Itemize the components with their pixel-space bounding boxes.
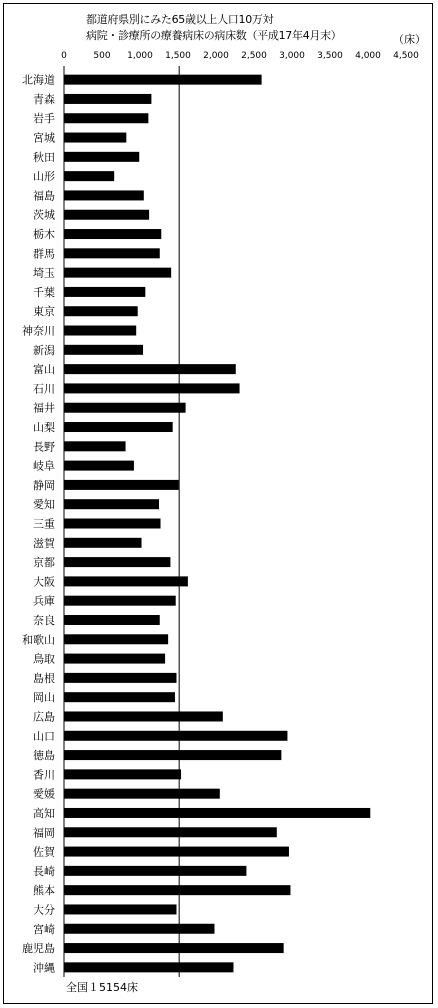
bar bbox=[64, 789, 220, 799]
bar bbox=[64, 152, 139, 162]
category-label: 山口 bbox=[33, 729, 55, 743]
category-label: 兵庫 bbox=[33, 594, 55, 608]
category-label: 山形 bbox=[33, 170, 55, 184]
category-label: 広島 bbox=[33, 710, 55, 724]
bar bbox=[64, 383, 240, 393]
bar bbox=[64, 596, 176, 606]
bar bbox=[64, 113, 148, 123]
bar bbox=[64, 499, 159, 509]
category-label: 埼玉 bbox=[33, 266, 55, 280]
category-label: 奈良 bbox=[33, 613, 55, 627]
bar bbox=[64, 422, 173, 432]
category-label: 静岡 bbox=[33, 478, 55, 492]
bar bbox=[64, 190, 144, 200]
category-label: 高知 bbox=[33, 806, 55, 820]
bar bbox=[64, 94, 151, 104]
category-label: 山梨 bbox=[33, 421, 55, 435]
category-label: 福岡 bbox=[33, 826, 55, 840]
x-tick-label: 2,500 bbox=[241, 51, 267, 61]
category-label: 宮崎 bbox=[33, 922, 55, 936]
bar bbox=[64, 673, 176, 683]
category-label: 鳥取 bbox=[33, 652, 55, 666]
x-tick-label: 4,500 bbox=[393, 51, 419, 61]
bar bbox=[64, 615, 160, 625]
category-label: 群馬 bbox=[33, 247, 55, 261]
bar bbox=[64, 287, 145, 297]
category-label: 京都 bbox=[33, 556, 55, 570]
bar bbox=[64, 306, 138, 316]
bar bbox=[64, 345, 143, 355]
chart-title: 都道府県別にみた65歳以上人口10万対 bbox=[86, 13, 274, 26]
bar bbox=[64, 692, 175, 702]
category-label: 愛媛 bbox=[33, 787, 55, 801]
bar bbox=[64, 268, 171, 278]
category-label: 神奈川 bbox=[22, 324, 55, 338]
bar bbox=[64, 326, 136, 336]
category-label: 大分 bbox=[33, 903, 55, 917]
x-axis bbox=[61, 51, 419, 61]
bar bbox=[64, 769, 181, 779]
category-label: 新潟 bbox=[33, 343, 55, 357]
category-label: 徳島 bbox=[33, 749, 55, 763]
category-label: 茨城 bbox=[33, 208, 55, 222]
category-label: 和歌山 bbox=[22, 633, 55, 647]
bar bbox=[64, 557, 170, 567]
category-label: 福井 bbox=[33, 401, 55, 415]
category-label: 岩手 bbox=[33, 112, 55, 126]
bar bbox=[64, 576, 188, 586]
bar bbox=[64, 441, 126, 451]
bar bbox=[64, 229, 161, 239]
category-label: 滋賀 bbox=[33, 536, 55, 550]
bar bbox=[64, 904, 176, 914]
bar bbox=[64, 461, 134, 471]
x-tick-label: 3,500 bbox=[317, 51, 343, 61]
category-label: 島根 bbox=[33, 671, 55, 685]
bar bbox=[64, 480, 179, 490]
category-label: 富山 bbox=[33, 363, 55, 377]
bar bbox=[64, 943, 284, 953]
bar bbox=[64, 711, 223, 721]
bar bbox=[64, 731, 287, 741]
bar bbox=[64, 171, 114, 181]
category-label: 岡山 bbox=[33, 691, 55, 705]
category-label: 栃木 bbox=[33, 228, 55, 242]
bar bbox=[64, 364, 236, 374]
bar bbox=[64, 750, 281, 760]
category-label: 北海道 bbox=[22, 73, 55, 87]
category-label: 石川 bbox=[33, 382, 55, 396]
category-label: 福島 bbox=[33, 189, 55, 203]
x-tick-label: 2,000 bbox=[203, 51, 229, 61]
bar bbox=[64, 634, 168, 644]
national-average-note: 全国１5154床 bbox=[66, 981, 138, 994]
category-label: 三重 bbox=[33, 517, 55, 531]
x-tick-label: 1,000 bbox=[127, 51, 153, 61]
bar bbox=[64, 519, 161, 529]
bar bbox=[64, 538, 142, 548]
category-label: 秋田 bbox=[33, 150, 55, 164]
unit-label: （床） bbox=[393, 33, 426, 46]
bar bbox=[64, 133, 126, 143]
category-label: 沖縄 bbox=[33, 961, 55, 975]
bar bbox=[64, 248, 160, 258]
category-label: 宮城 bbox=[33, 131, 55, 145]
x-tick-label: 1,500 bbox=[165, 51, 191, 61]
bar bbox=[64, 827, 277, 837]
bar bbox=[64, 654, 165, 664]
bars bbox=[64, 75, 370, 973]
category-labels bbox=[22, 73, 56, 975]
category-label: 佐賀 bbox=[33, 845, 55, 859]
category-label: 熊本 bbox=[33, 884, 55, 898]
category-label: 千葉 bbox=[33, 285, 55, 299]
chart-subtitle: 病院・診療所の療養病床の病床数（平成17年4月末） bbox=[86, 29, 342, 42]
category-label: 鹿児島 bbox=[22, 942, 55, 956]
category-label: 岐阜 bbox=[33, 459, 55, 473]
bar bbox=[64, 210, 149, 220]
category-label: 大阪 bbox=[33, 575, 55, 589]
category-label: 愛知 bbox=[33, 498, 55, 512]
x-tick-label: 0 bbox=[61, 51, 67, 61]
bar bbox=[64, 403, 186, 413]
bar bbox=[64, 808, 370, 818]
bar bbox=[64, 847, 289, 857]
x-tick-label: 4,000 bbox=[355, 51, 381, 61]
category-label: 長野 bbox=[33, 440, 55, 454]
x-tick-label: 3,000 bbox=[279, 51, 305, 61]
category-label: 長崎 bbox=[33, 864, 55, 878]
bar bbox=[64, 924, 214, 934]
category-label: 青森 bbox=[33, 92, 55, 106]
bar bbox=[64, 962, 233, 972]
bar bbox=[64, 866, 246, 876]
category-label: 東京 bbox=[33, 305, 55, 319]
bar bbox=[64, 75, 262, 85]
bar bbox=[64, 885, 290, 895]
x-tick-label: 500 bbox=[93, 51, 111, 61]
category-label: 香川 bbox=[33, 768, 55, 782]
